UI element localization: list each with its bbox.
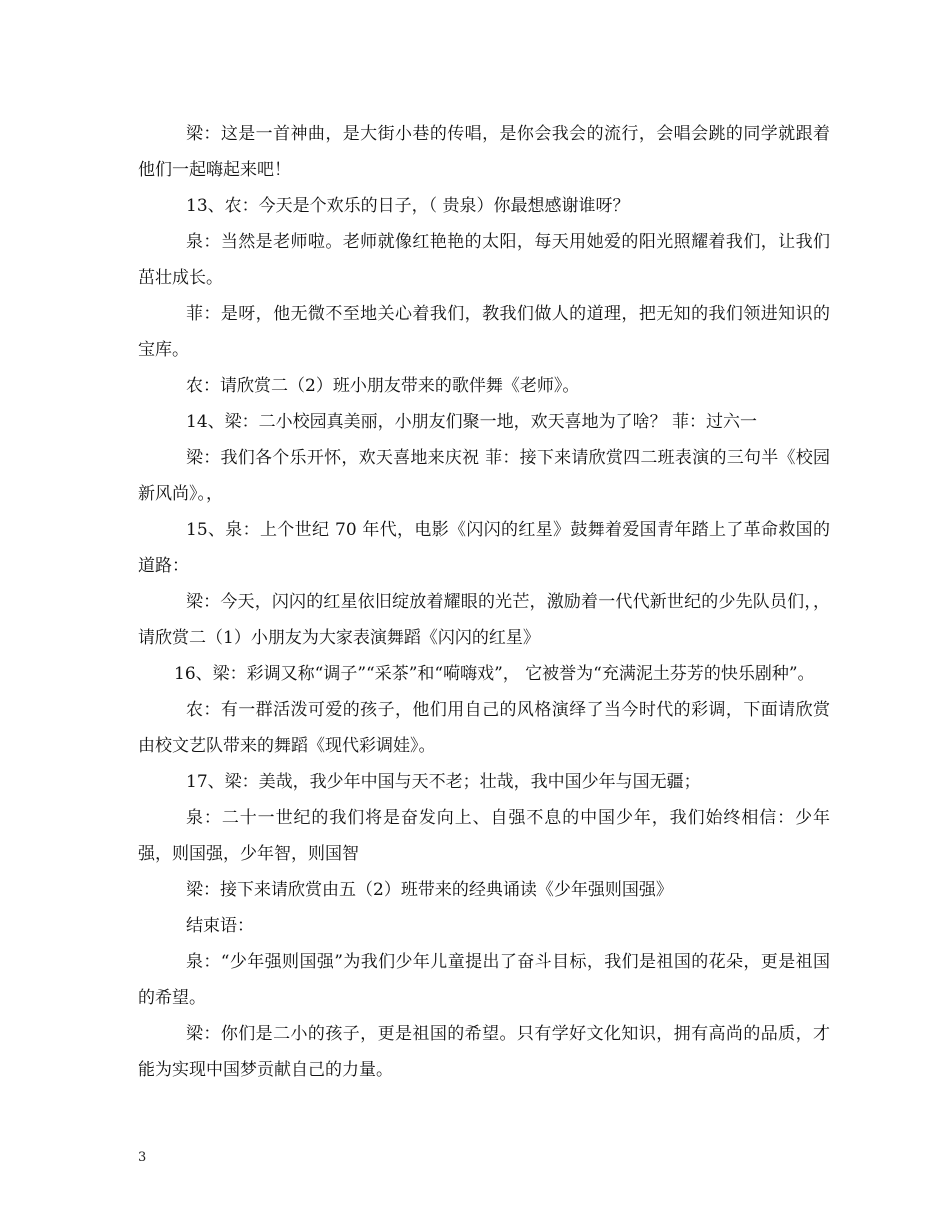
- paragraph: 农：有一群活泼可爱的孩子，他们用自己的风格演绎了当今时代的彩调，下面请欣赏由校文艺队带来的舞蹈《现代彩调娃》。: [138, 700, 830, 756]
- paragraph: 梁：今天，闪闪的红星依旧绽放着耀眼的光芒，激励着一代代新世纪的少先队员们，，请欣赏二（1）小朋友为大家表演舞蹈《闪闪的红星》: [138, 592, 830, 648]
- paragraph: 菲：是呀，他无微不至地关心着我们，教我们做人的道理，把无知的我们领进知识的宝库。: [138, 304, 830, 360]
- paragraph: 泉：“少年强则国强”为我们少年儿童提出了奋斗目标，我们是祖国的花朵，更是祖国的希望。: [138, 952, 830, 1008]
- paragraph: 泉：当然是老师啦。老师就像红艳艳的太阳，每天用她爱的阳光照耀着我们，让我们茁壮成长。: [138, 232, 830, 288]
- paragraph: 16、梁：彩调又称“调子”“采茶”和“嗬嗨戏”， 它被誉为“充满泥土芬芳的快乐剧种”。: [174, 664, 815, 684]
- paragraph: 梁：你们是二小的孩子，更是祖国的希望。只有学好文化知识，拥有高尚的品质，才能为实现中国梦贡献自己的力量。: [138, 1024, 830, 1080]
- paragraph: 梁：我们各个乐开怀，欢天喜地来庆祝 菲：接下来请欣赏四二班表演的三句半《校园新风尚》。，: [138, 448, 830, 504]
- paragraph: 17、梁：美哉，我少年中国与天不老；壮哉，我中国少年与国无疆；: [186, 772, 701, 792]
- document-body: [138, 116, 830, 1088]
- page-number: 3: [138, 1150, 147, 1165]
- paragraph: 农：请欣赏二（2）班小朋友带来的歌伴舞《老师》。: [186, 376, 580, 396]
- paragraph: 15、泉：上个世纪 70 年代，电影《闪闪的红星》鼓舞着爱国青年踏上了革命救国的道路：: [138, 520, 830, 576]
- paragraph: 13、农：今天是个欢乐的日子，（ 贵泉）你最想感谢谁呀？: [186, 196, 630, 216]
- paragraph: 梁：这是一首神曲，是大街小巷的传唱，是你会我会的流行，会唱会跳的同学就跟着他们一起嗨起来吧！: [138, 124, 830, 180]
- paragraph: 梁：接下来请欣赏由五（2）班带来的经典诵读《少年强则国强》: [186, 880, 673, 900]
- section-heading: 结束语：: [186, 916, 254, 936]
- paragraph: 14、梁：二小校园真美丽，小朋友们聚一地，欢天喜地为了啥？ 菲：过六一: [186, 412, 758, 432]
- paragraph: 泉：二十一世纪的我们将是奋发向上、自强不息的中国少年，我们始终相信：少年强，则国强，少年智，则国智: [138, 808, 830, 864]
